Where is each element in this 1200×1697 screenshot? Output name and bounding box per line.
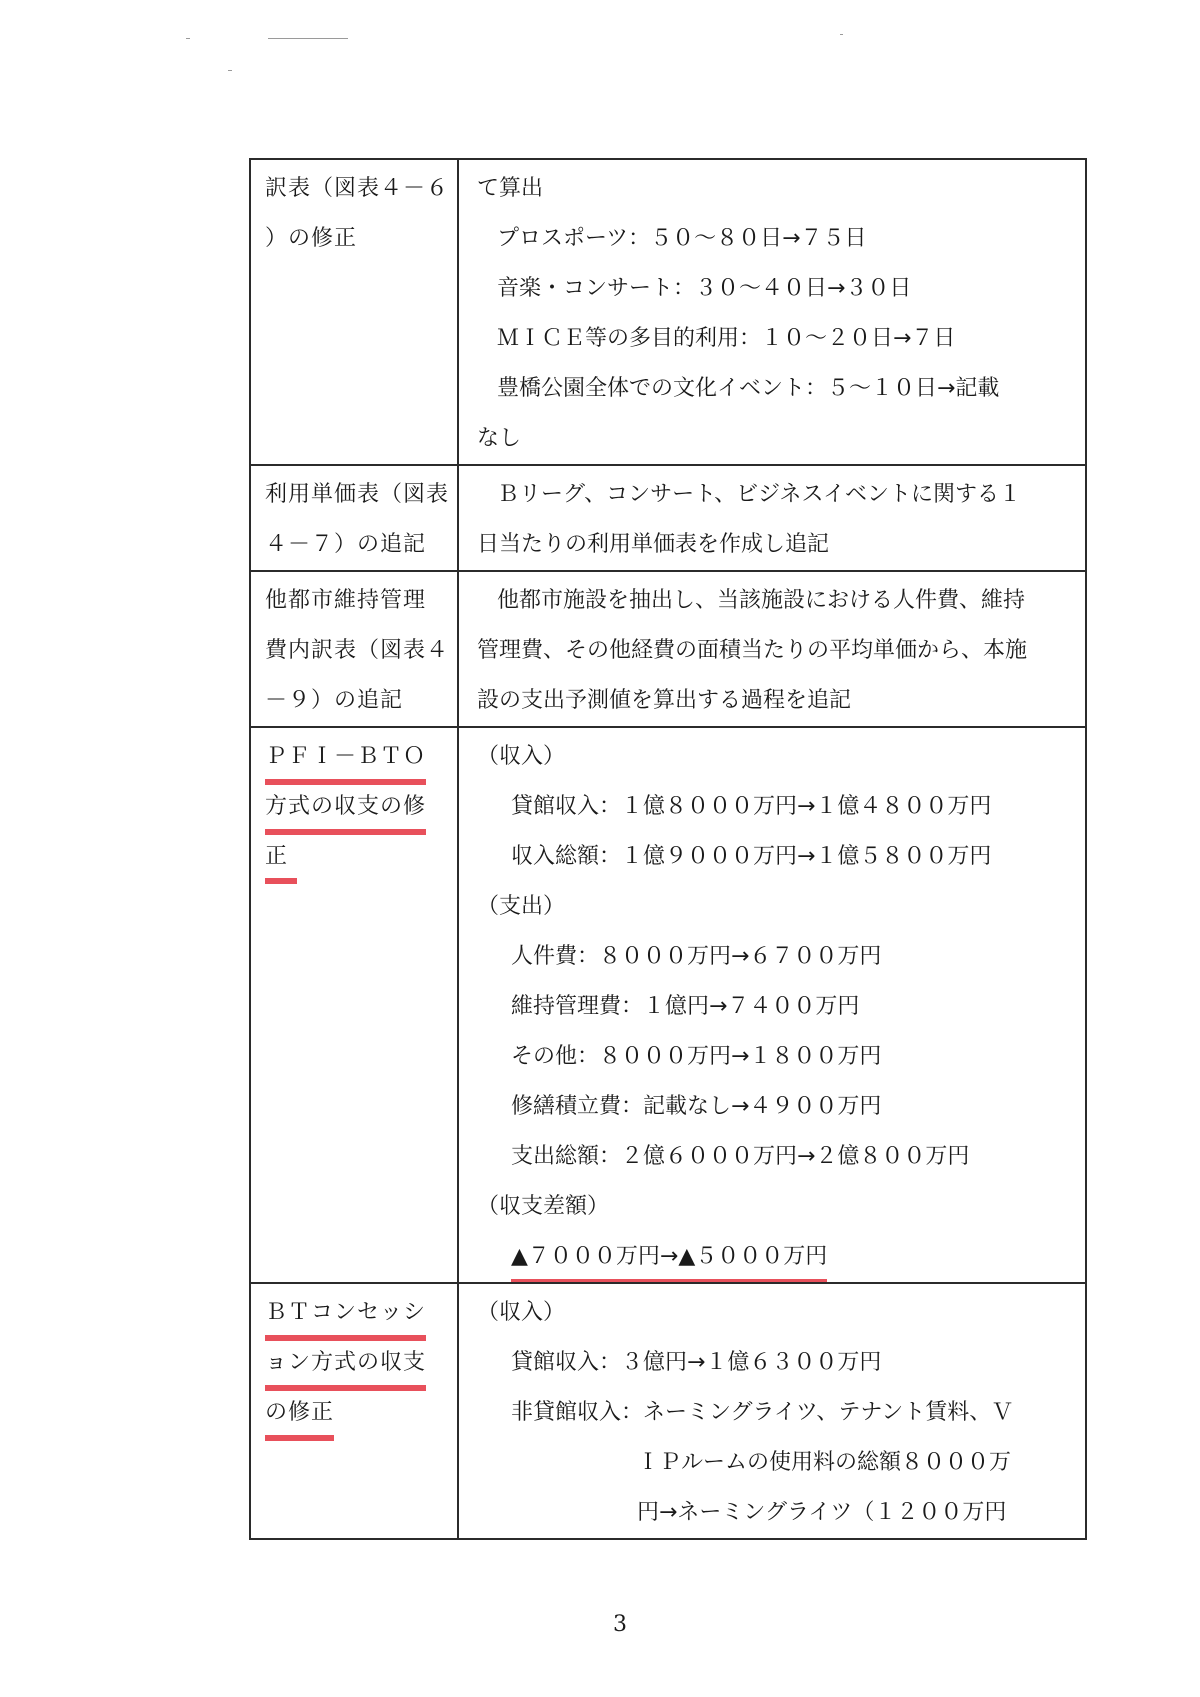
content-line: （収入） bbox=[477, 744, 566, 769]
content-line: て算出 bbox=[477, 176, 544, 201]
highlighted-label-line: ＰＦＩ－ＢＴＯ bbox=[265, 735, 426, 785]
content-line: 豊橋公園全体での文化イベント：５～１０日→記載 bbox=[497, 376, 1000, 401]
content-line: （収入） bbox=[477, 1300, 566, 1325]
content-line: 日当たりの利用単価表を作成し追記 bbox=[477, 532, 830, 557]
content-line: 人件費：８０００万円→６７００万円 bbox=[511, 944, 882, 969]
table-row bbox=[250, 159, 1086, 465]
item-label-line: ）の修正 bbox=[265, 226, 358, 251]
content-line: 音楽・コンサート：３０～４０日→３０日 bbox=[497, 276, 912, 301]
table-row bbox=[250, 727, 1086, 1283]
scan-speck bbox=[840, 34, 843, 35]
highlighted-label-line: ョン方式の収支 bbox=[265, 1341, 426, 1391]
page-number: 3 bbox=[613, 1612, 627, 1637]
content-line: 支出総額：２億６０００万円→２億８００万円 bbox=[511, 1144, 970, 1169]
content-line: なし bbox=[477, 426, 522, 451]
table-row bbox=[250, 1283, 1086, 1539]
content-line: 貸館収入：１億８０００万円→１億４８００万円 bbox=[511, 794, 992, 819]
content-line: 維持管理費：１億円→７４００万円 bbox=[511, 994, 860, 1019]
content-cell bbox=[458, 571, 1086, 727]
scan-speck bbox=[186, 38, 190, 39]
item-cell bbox=[250, 727, 458, 1283]
content-line: （収支差額） bbox=[477, 1194, 610, 1219]
content-line: プロスポーツ：５０～８０日→７５日 bbox=[497, 226, 867, 251]
content-line: ＩＰルームの使用料の総額８０００万 bbox=[637, 1450, 1012, 1475]
highlighted-label-line: ＢＴコンセッシ bbox=[265, 1291, 426, 1341]
item-label-line: 他都市維持管理 bbox=[265, 588, 427, 613]
item-label-line: 利用単価表（図表 bbox=[265, 482, 450, 507]
content-cell bbox=[458, 1283, 1086, 1539]
item-cell bbox=[250, 465, 458, 571]
content-line: 管理費、その他経費の面積当たりの平均単価から、本施 bbox=[477, 638, 1028, 663]
item-cell bbox=[250, 159, 458, 465]
content-line: 貸館収入：３億円→１億６３００万円 bbox=[511, 1350, 882, 1375]
item-cell bbox=[250, 1283, 458, 1539]
item-label-line: －９）の追記 bbox=[265, 688, 404, 713]
content-line: 非貸館収入：ネーミングライツ、テナント賃料、Ｖ bbox=[511, 1400, 1014, 1425]
highlighted-label-line: 方式の収支の修 bbox=[265, 785, 426, 835]
content-line: ＭＩＣＥ等の多目的利用：１０～２０日→７日 bbox=[497, 326, 956, 351]
content-line: 収入総額：１億９０００万円→１億５８００万円 bbox=[511, 844, 992, 869]
content-line: 設の支出予測値を算出する過程を追記 bbox=[477, 688, 852, 713]
table-row bbox=[250, 571, 1086, 727]
highlighted-content-line: ▲７０００万円→▲５０００万円 bbox=[511, 1235, 827, 1283]
item-label-line: 費内訳表（図表４ bbox=[265, 638, 450, 663]
content-line: 他都市施設を抽出し、当該施設における人件費、維持 bbox=[497, 588, 1026, 613]
revision-table bbox=[249, 158, 1087, 1540]
content-line: （支出） bbox=[477, 894, 566, 919]
table-row bbox=[250, 465, 1086, 571]
content-cell bbox=[458, 159, 1086, 465]
content-line: Ｂリーグ、コンサート、ビジネスイベントに関する１ bbox=[497, 482, 1022, 507]
content-cell bbox=[458, 465, 1086, 571]
content-cell bbox=[458, 727, 1086, 1283]
content-line: その他：８０００万円→１８００万円 bbox=[511, 1044, 882, 1069]
item-label-line: ４－７）の追記 bbox=[265, 532, 427, 557]
scan-speck bbox=[228, 70, 232, 71]
item-label-line: 正 bbox=[265, 844, 289, 869]
content-line: 修繕積立費：記載なし→４９００万円 bbox=[511, 1094, 882, 1119]
highlighted-label-line: の修正 bbox=[265, 1391, 334, 1441]
item-cell bbox=[250, 571, 458, 727]
content-line: 円→ネーミングライツ（１２００万円 bbox=[637, 1500, 1007, 1525]
scan-speck bbox=[268, 38, 348, 39]
item-label-line: 訳表（図表４－６ bbox=[265, 176, 450, 201]
